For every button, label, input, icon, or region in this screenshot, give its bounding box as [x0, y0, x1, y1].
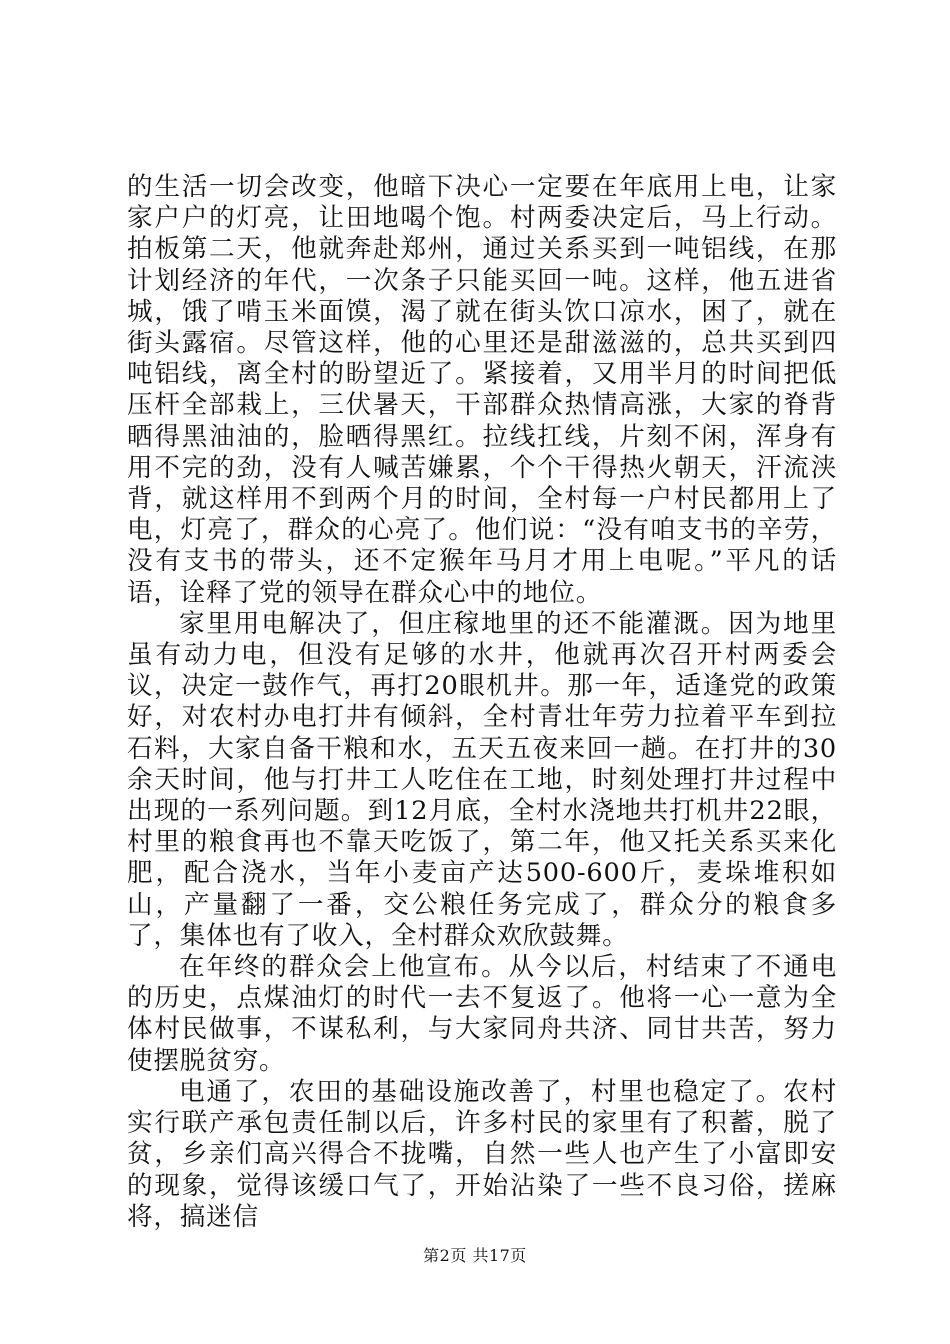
- document-body: [127, 172, 837, 1233]
- paragraph-1: 的生活一切会改变，他暗下决心一定要在年底用上电，让家家户户的灯亮，让田地喝个饱。村两委决定后，马上行动。拍板第二天，他就奔赴郑州，通过关系买到一吨铝线，在那计划经济的年代，一次条子只能买回一吨。这样，他五进省城，饿了啃玉米面馍，渴了就在街头饮口凉水，困了，就在街头露宿。尽管这样，他的心里还是甜滋滋的，总共买到四吨铝线，离全村的盼望近了。紧接着，又用半月的时间把低压杆全部栽上，三伏暑天，干部群众热情高涨，大家的脊背晒得黑油油的，脸晒得黑红。拉线扛线，片刻不闲，浑身有用不完的劲，没有人喊苦嫌累，个个干得热火朝天，汗流浃背，就这样用不到两个月的时间，全村每一户村民都用上了电，灯亮了，群众的心亮了。他们说：“没有咱支书的辛劳，没有支书的带头，还不定猴年马月才用上电呢。”平凡的话语，诠释了党的领导在群众心中的地位。: [127, 172, 837, 608]
- paragraph-3: 在年终的群众会上他宣布。从今以后，村结束了不通电的历史，点煤油灯的时代一去不复返了。他将一心一意为全体村民做事，不谋私利，与大家同舟共济、同甘共苦，努力使摆脱贫穷。: [127, 952, 837, 1076]
- page-number-footer: 第2页 共17页: [423, 1246, 527, 1265]
- paragraph-4: 电通了，农田的基础设施改善了，村里也稳定了。农村实行联产承包责任制以后，许多村民的家里有了积蓄，脱了贫，乡亲们高兴得合不拢嘴，自然一些人也产生了小富即安的现象，觉得该缓口气了，开始沾染了一些不良习俗，搓麻将，搞迷信: [127, 1076, 837, 1232]
- paragraph-2: 家里用电解决了，但庄稼地里的还不能灌溉。因为地里虽有动力电，但没有足够的水井，他就再次召开村两委会议，决定一鼓作气，再打20眼机井。那一年，适逢党的政策好，对农村办电打井有倾斜，全村青壮年劳力拉着平车到拉石料，大家自备干粮和水，五天五夜来回一趟。在打井的30余天时间，他与打井工人吃住在工地，时刻处理打井过程中出现的一系列问题。到12月底，全村水浇地共打机井22眼，村里的粮食再也不靠天吃饭了，第二年，他又托关系买来化肥，配合浇水，当年小麦亩产达500-600斤，麦垛堆积如山，产量翻了一番，交公粮任务完成了，群众分的粮食多了，集体也有了收入，全村群众欢欣鼓舞。: [127, 608, 837, 951]
